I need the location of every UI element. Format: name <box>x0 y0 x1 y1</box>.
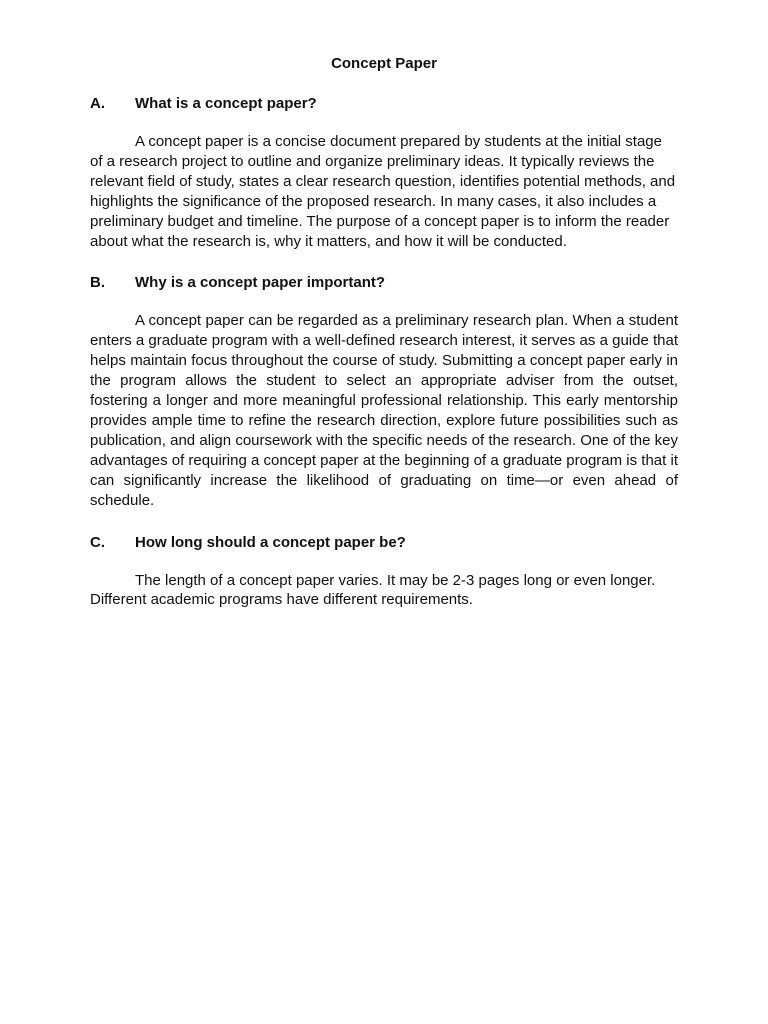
section-body: A concept paper can be regarded as a preliminary research plan. When a student enters a graduate program with a well-defined research interest, it serves as a guide that helps maintain focus throughout the course of study. Submitting a concept paper early in the program allows the student to select an appropriate adviser from the outset, fostering a longer and more meaningful professional relationship. This early mentorship provides ample time to refine the research direction, explore future possibilities such as publication, and align coursework with the specific needs of the research. One of the key advantages of requiring a concept paper at the beginning of a graduate program is that it can significantly increase the likelihood of graduating on time—or even ahead of schedule. <box>90 312 678 509</box>
section-heading <box>90 531 678 555</box>
section-why-important <box>90 271 678 510</box>
section-body: A concept paper is a concise document prepared by students at the initial stage of a research project to outline and organize preliminary ideas. It typically reviews the relevant field of study, states a clear research question, identifies potential methods, and highlights the significance of the proposed research. In many cases, it also includes a preliminary budget and timeline. The purpose of a concept paper is to inform the reader about what the research is, why it matters, and how it will be conducted. <box>90 133 676 250</box>
section-letter: C. <box>90 533 105 551</box>
section-heading <box>90 92 678 116</box>
section-body: The length of a concept paper varies. It may be 2-3 pages long or even longer. Different academic programs have different requirements. <box>90 571 656 609</box>
section-title: What is a concept paper? <box>135 95 317 112</box>
section-letter: A. <box>90 95 105 112</box>
section-how-long <box>90 531 678 611</box>
section-heading <box>90 271 678 295</box>
section-title: Why is a concept paper important? <box>135 274 386 292</box>
section-title: How long should a concept paper be? <box>135 533 406 551</box>
section-what-is <box>90 92 678 251</box>
section-letter: B. <box>90 274 105 292</box>
document-title: Concept Paper <box>331 55 437 72</box>
